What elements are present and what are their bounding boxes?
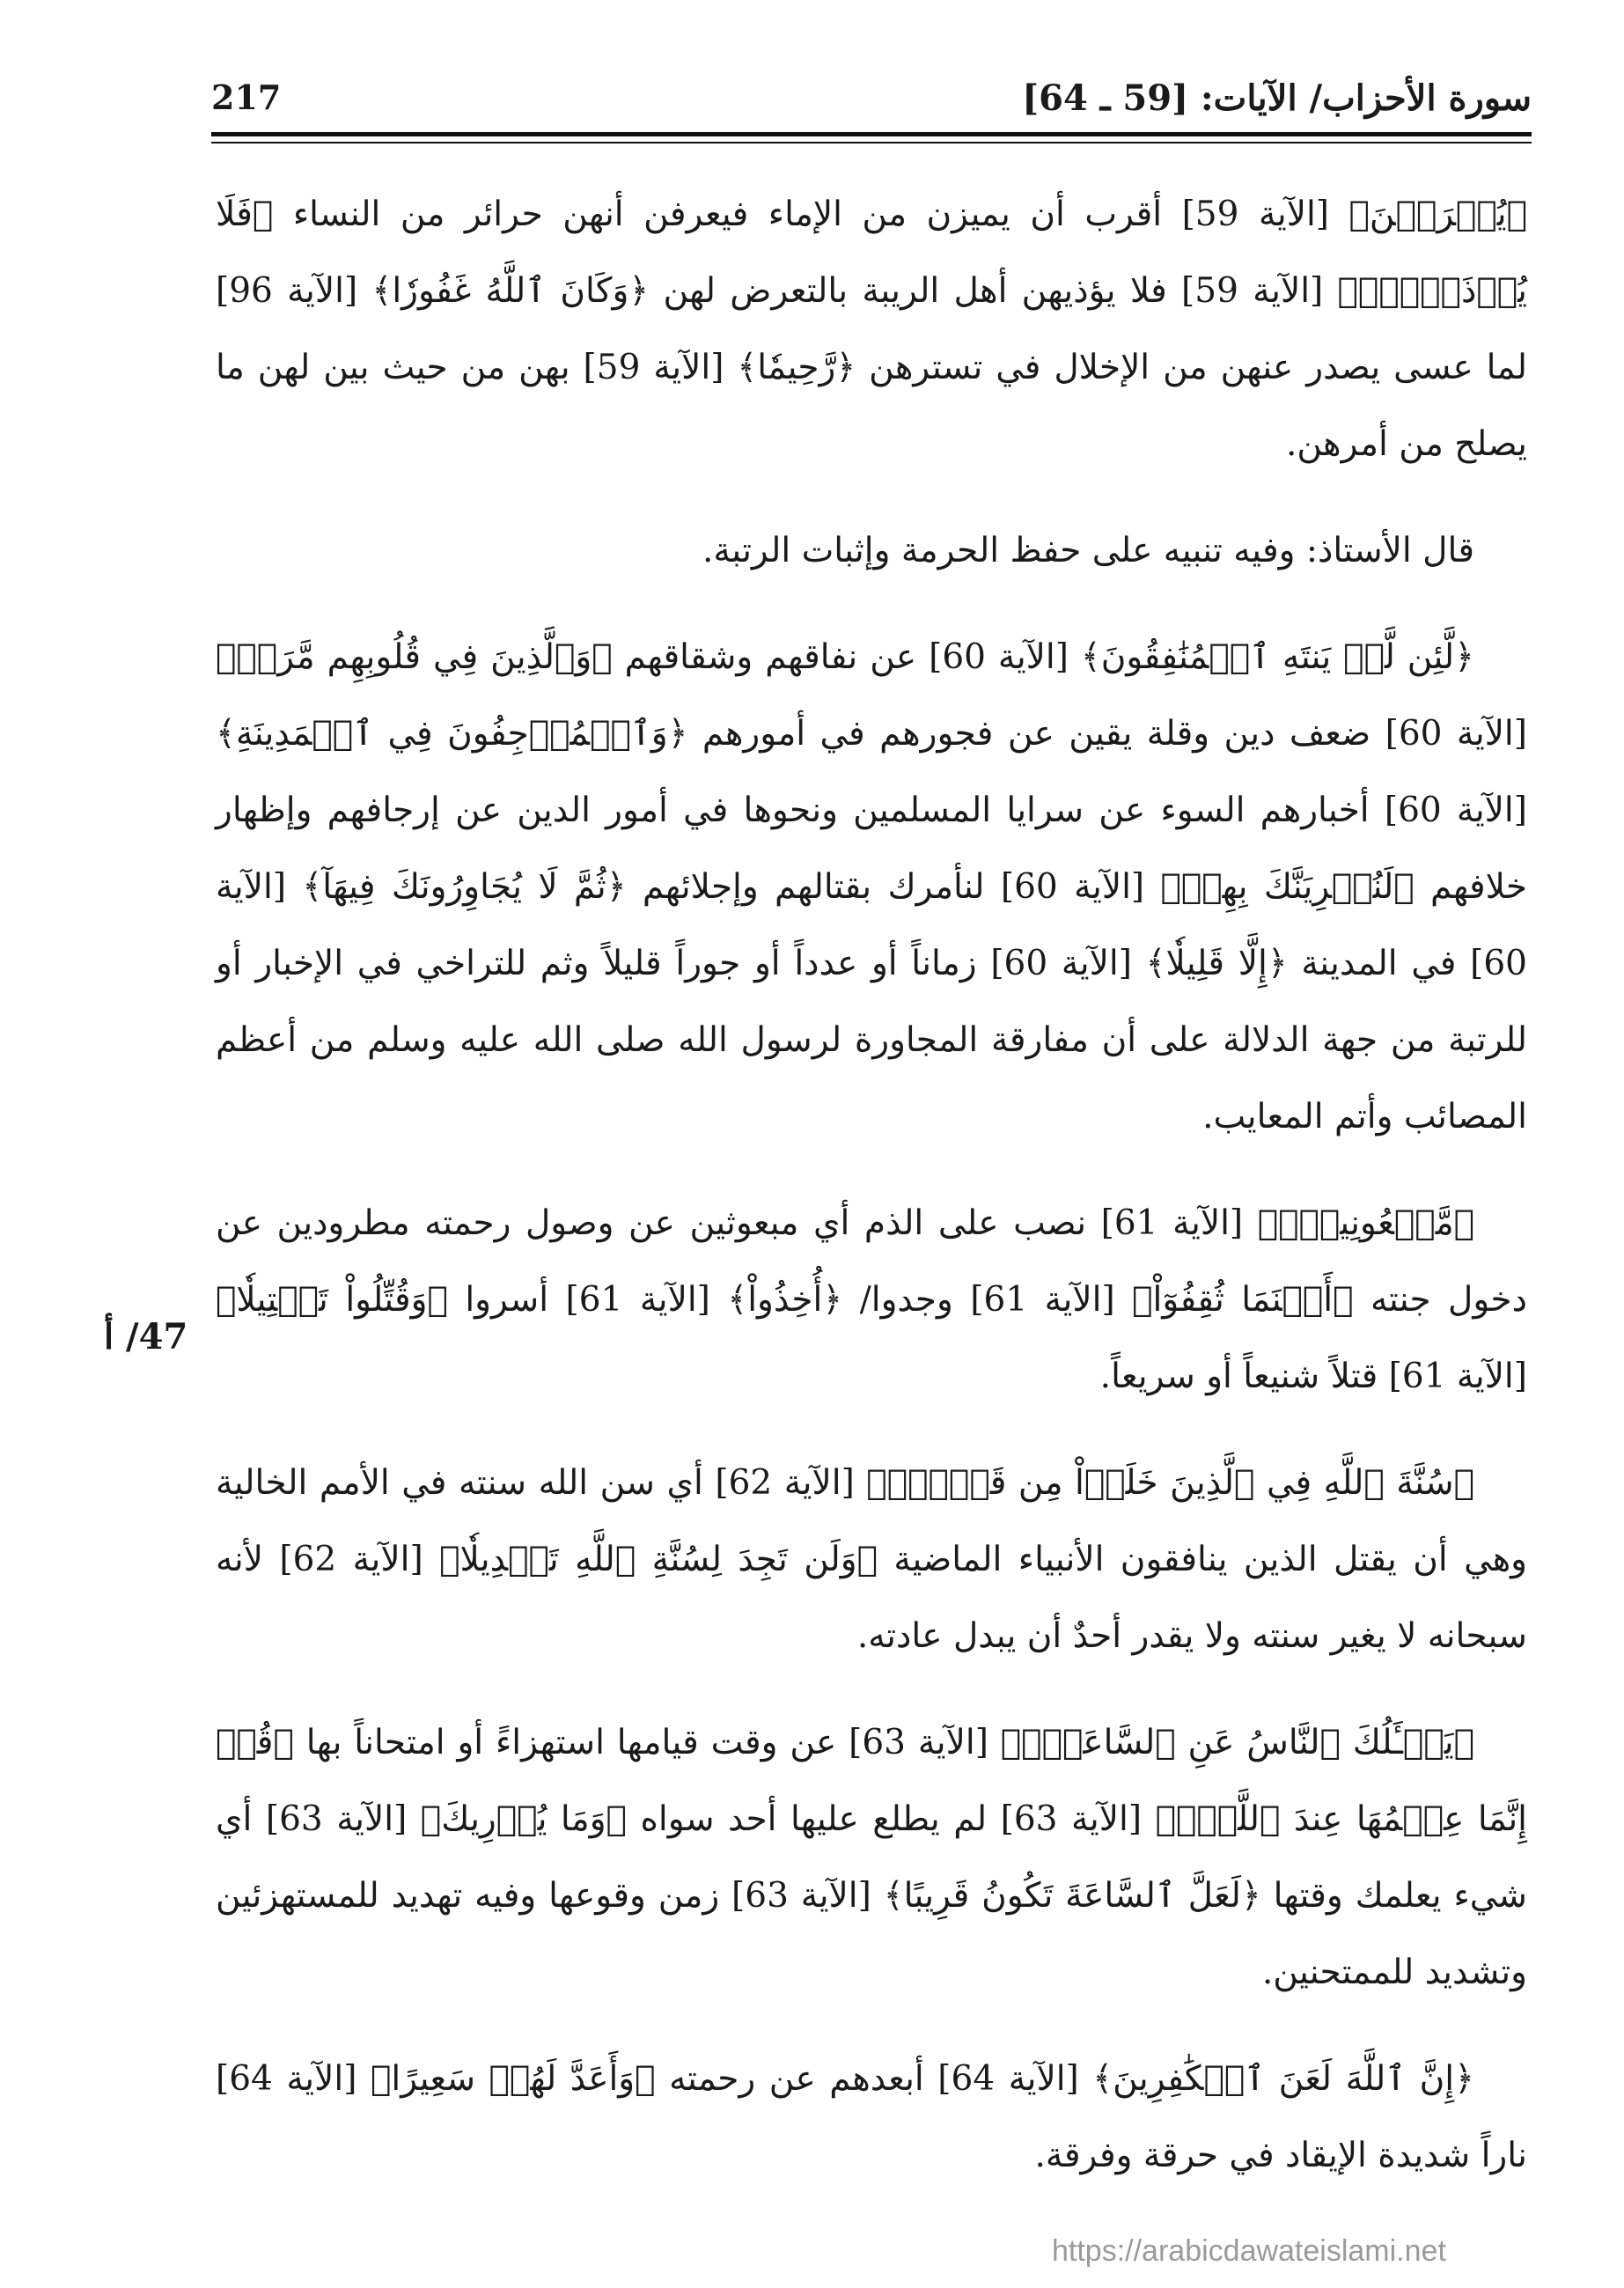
header-rule-thin	[211, 142, 1532, 143]
paragraph-ayah-61: ﴿مَّلۡعُونِينَۖ﴾ [الآية 61] نصب على الذم أي مبعوثين عن وصول رحمته مطرودين عن دخول جنته ﴿أَيۡنَمَا ثُقِفُوٓاْ﴾ [الآية 61] وجدوا/ ﴿أُخِذُواْ﴾ [الآية 61] أسروا ﴿وَقُتِّلُواْ تَقۡتِيلٗا﴾ [الآية 61] قتلاً شنيعاً أو سريعاً.	[216, 1203, 1527, 1396]
paragraph-ayah-60: ﴿لَّئِن لَّمۡ يَنتَهِ ٱلۡمُنَٰفِقُونَ﴾ [الآية 60] عن نفاقهم وشقاقهم ﴿وَٱلَّذِينَ فِي قُلُوبِهِم مَّرَضٞ﴾ [الآية 60] ضعف دين وقلة يقين عن فجورهم في أمورهم ﴿وَٱلۡمُرۡجِفُونَ فِي ٱلۡمَدِينَةِ﴾ [الآية 60] أخبارهم السوء عن سرايا المسلمين ونحوها في أمور الدين عن إرجافهم وإظهار خلافهم ﴿لَنُغۡرِيَنَّكَ بِهِمۡ﴾ [الآية 60] لنأمرك بقتالهم وإجلائهم ﴿ثُمَّ لَا يُجَاوِرُونَكَ فِيهَآ﴾ [الآية 60] في المدينة ﴿إِلَّا قَلِيلٗا﴾ [الآية 60] زماناً أو عدداً أو جوراً قليلاً وثم للتراخي في الإخبار أو للرتبة من جهة الدلالة على أن مفارقة المجاورة لرسول الله صلى الله عليه وسلم من أعظم المصائب وأتم المعايب.	[216, 637, 1527, 1137]
running-title: سورة الأحزاب/ الآيات: [59 ـ 64]	[1022, 77, 1532, 119]
page-body	[216, 176, 1527, 2208]
paragraph-ayah-62: ﴿سُنَّةَ ٱللَّهِ فِي ٱلَّذِينَ خَلَوۡاْ مِن قَبۡلُۖ﴾ [الآية 62] أي سن الله سنته في الأمم الخالية وهي أن يقتل الذين ينافقون الأنبياء الماضية ﴿وَلَن تَجِدَ لِسُنَّةِ ٱللَّهِ تَبۡدِيلٗا﴾ [الآية 62] لأنه سبحانه لا يغير سنته ولا يقدر أحدٌ أن يبدل عادته.	[216, 1463, 1527, 1656]
paragraph-ayah-64: ﴿إِنَّ ٱللَّهَ لَعَنَ ٱلۡكَٰفِرِينَ﴾ [الآية 64] أبعدهم عن رحمته ﴿وَأَعَدَّ لَهُمۡ سَعِيرًا﴾ [الآية 64] ناراً شديدة الإيقاد في حرقة وفرقة.	[216, 2059, 1527, 2175]
page-header	[211, 77, 1532, 139]
paragraph-ustadh-note: قال الأستاذ: وفيه تنبيه على حفظ الحرمة وإثبات الرتبة.	[702, 531, 1474, 570]
watermark-url: https://arabicdawateislami.net	[1052, 2234, 1446, 2268]
header-rule-thick	[211, 132, 1532, 136]
manuscript-folio-note: 47/ أ	[104, 1316, 188, 1357]
paragraph-ayah-63: ﴿يَسۡـَٔلُكَ ٱلنَّاسُ عَنِ ٱلسَّاعَةِۖ﴾ [الآية 63] عن وقت قيامها استهزاءً أو امتحاناً بها ﴿قُلۡ إِنَّمَا عِلۡمُهَا عِندَ ٱللَّهِۚ﴾ [الآية 63] لم يطلع عليها أحد سواه ﴿وَمَا يُدۡرِيكَ﴾ [الآية 63] أي شيء يعلمك وقتها ﴿لَعَلَّ ٱلسَّاعَةَ تَكُونُ قَرِيبًا﴾ [الآية 63] زمن وقوعها وفيه تهديد للمستهزئين وتشديد للممتحنين.	[216, 1723, 1528, 1992]
page-number: 217	[211, 77, 282, 117]
paragraph-ayah-59: ﴿يُعۡرَفۡنَ﴾ [الآية 59] أقرب أن يميزن من الإماء فيعرفن أنهن حرائر من النساء ﴿فَلَا يُؤۡذَيۡنَۗ﴾ [الآية 59] فلا يؤذيهن أهل الريبة بالتعرض لهن ﴿وَكَانَ ٱللَّهُ غَفُورٗا﴾ [الآية 96] لما عسى يصدر عنهن من الإخلال في تسترهن ﴿رَّحِيمٗا﴾ [الآية 59] بهن من حيث بين لهن ما يصلح من أمرهن.	[216, 195, 1528, 464]
